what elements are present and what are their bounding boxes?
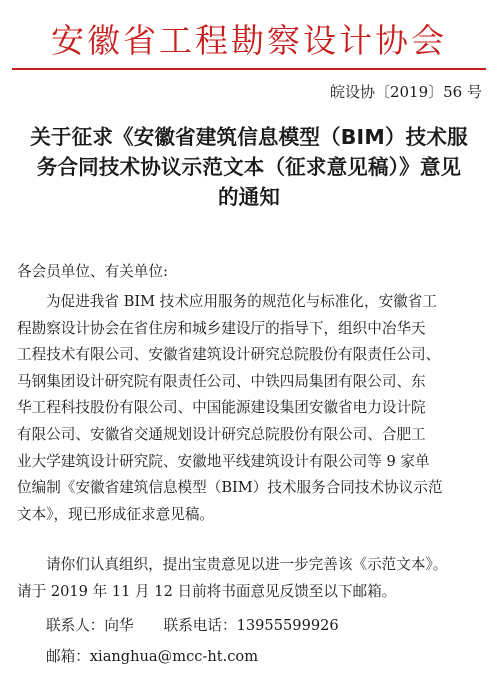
contact-email: xianghua@mcc-ht.com [89,648,259,665]
body-paragraph-2 [17,552,483,605]
document-number: 皖设协〔2019〕56 号 [329,83,482,101]
title-line: 的通知 [217,185,281,209]
paragraph-line: 请你们认真组织，提出宝贵意见以进一步完善该《示范文本》。 [46,556,448,573]
body-paragraph-1 [17,289,483,528]
contact-person-name: 向华 [104,617,134,634]
salutation: 各会员单位、有关单位: [17,263,168,280]
paragraph-line: 华工程科技股份有限公司、中国能源建设集团安徽省电力设计院 [17,399,426,417]
header-red-rule [12,68,486,70]
paragraph-line: 马钢集团设计研究院有限责任公司、中铁四局集团有限公司、东 [17,372,426,390]
paragraph-line: 业大学建筑设计研究院、安徽地平线建筑设计有限公司等 9 家单 [17,452,430,470]
paragraph-line: 请于 2019 年 11 月 12 日前将书面意见反馈至以下邮箱。 [17,582,397,600]
paragraph-line: 位编制《安徽省建筑信息模型（BIM）技术服务合同技术协议示范 [17,479,443,497]
contact-email-row [46,645,258,666]
title-line: 关于征求《安徽省建筑信息模型（BIM）技术服 [30,125,468,149]
contact-person-label: 联系人： [46,617,105,634]
paragraph-line: 程勘察设计协会在省住房和城乡建设厅的指导下，组织中冶华天 [17,319,426,337]
paragraph-line: 有限公司、安徽省交通规划设计研究总院股份有限公司、合肥工 [17,425,426,443]
contact-phone-label: 联系电话： [163,617,237,634]
contact-email-label: 邮箱： [46,648,90,665]
org-header: 安徽省工程勘察设计协会 [51,21,447,60]
paragraph-line: 为促进我省 BIM 技术应用服务的规范化与标准化，安徽省工 [46,293,437,310]
title-line: 务合同技术协议示范文本（征求意见稿）》意见 [36,155,462,179]
paragraph-line: 工程技术有限公司、安徽省建筑设计研究总院股份有限责任公司、 [17,346,441,364]
contact-person-row [46,614,339,635]
document-title [14,122,484,212]
paragraph-line: 文本》，现已形成征求意见稿。 [17,505,215,523]
contact-phone: 13955599926 [236,617,339,634]
